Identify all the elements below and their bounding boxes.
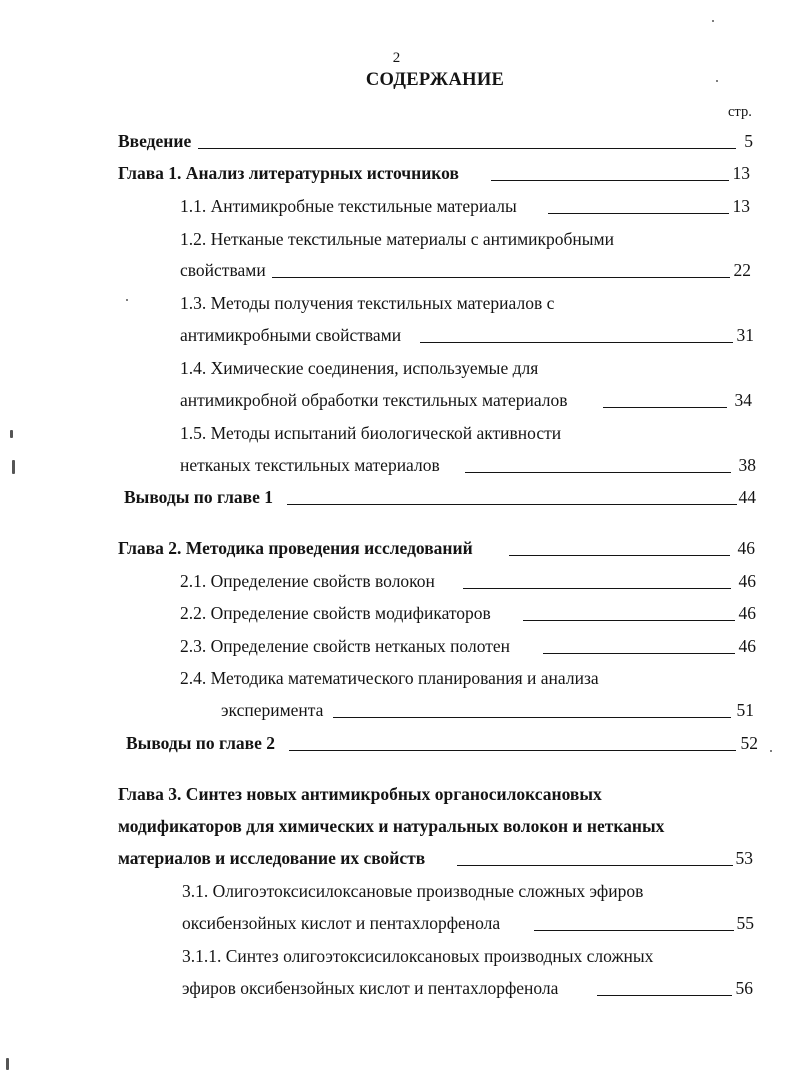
- toc-entry-1-4-cont: антимикробной обработки текстильных материалов: [180, 390, 568, 410]
- page-title: СОДЕРЖАНИЕ: [365, 70, 505, 90]
- dot-leader: [548, 213, 729, 214]
- dot-leader: [463, 588, 731, 589]
- toc-entry-1-2-cont: свойствами: [180, 260, 266, 280]
- toc-entry-chapter-3-cont-1: модификаторов для химических и натуральных волокон и нетканых: [118, 816, 665, 836]
- toc-entry-1-3-cont: антимикробными свойствами: [180, 325, 402, 345]
- dot-leader: [272, 277, 730, 278]
- toc-page-number: 44: [738, 487, 756, 507]
- toc-entry-2-4-cont: эксперимента: [221, 700, 324, 720]
- scan-speck: [770, 750, 772, 752]
- toc-entry-1-5: 1.5. Методы испытаний биологической активности: [180, 423, 562, 443]
- toc-entry-2-4: 2.4. Методика математического планирования и анализа: [180, 668, 599, 688]
- toc-page-number: 53: [735, 848, 753, 868]
- toc-entry-1-1: 1.1. Антимикробные текстильные материалы: [180, 196, 517, 216]
- toc-page-number: 38: [738, 455, 756, 475]
- toc-page-number: 46: [738, 636, 756, 656]
- toc-page-number: 46: [738, 571, 756, 591]
- toc-page-number: 5: [744, 131, 753, 151]
- toc-page-number: 46: [738, 603, 756, 623]
- toc-page-number: 13: [732, 196, 750, 216]
- dot-leader: [597, 995, 732, 996]
- dot-leader: [287, 504, 737, 505]
- toc-entry-1-4: 1.4. Химические соединения, используемые для: [180, 358, 539, 378]
- toc-entry-chapter-2: Глава 2. Методика проведения исследований: [118, 538, 473, 558]
- page-number: 2: [392, 50, 401, 66]
- toc-entry-conclusions-2: Выводы по главе 2: [126, 733, 275, 753]
- toc-page-number: 31: [736, 325, 754, 345]
- toc-entry-introduction: Введение: [118, 131, 192, 151]
- toc-page-number: 46: [737, 538, 755, 558]
- scan-speck: [712, 20, 714, 22]
- toc-page-number: 56: [735, 978, 753, 998]
- toc-entry-3-1-1: 3.1.1. Синтез олигоэтоксисилоксановых производных сложных: [182, 946, 654, 966]
- dot-leader: [523, 620, 735, 621]
- toc-entry-3-1: 3.1. Олигоэтоксисилоксановые производные сложных эфиров: [182, 881, 644, 901]
- dot-leader: [603, 407, 727, 408]
- toc-entry-chapter-3: Глава 3. Синтез новых антимикробных органосилоксановых: [118, 784, 602, 804]
- toc-page-number: 22: [733, 260, 751, 280]
- scan-speck: [716, 80, 718, 82]
- toc-page-number: 51: [736, 700, 754, 720]
- scan-speck: [12, 460, 15, 474]
- dot-leader: [543, 653, 735, 654]
- toc-entry-2-1: 2.1. Определение свойств волокон: [180, 571, 435, 591]
- toc-entry-3-1-cont: оксибензойных кислот и пентахлорфенола: [182, 913, 501, 933]
- toc-entry-1-3: 1.3. Методы получения текстильных материалов с: [180, 293, 555, 313]
- scan-speck: [10, 430, 13, 438]
- dot-leader: [289, 750, 736, 751]
- toc-entry-2-3: 2.3. Определение свойств нетканых полотен: [180, 636, 510, 656]
- toc-entry-conclusions-1: Выводы по главе 1: [124, 487, 273, 507]
- toc-page-number: 13: [732, 163, 750, 183]
- dot-leader: [465, 472, 731, 473]
- toc-page-number: 55: [736, 913, 754, 933]
- dot-leader: [333, 717, 731, 718]
- dot-leader: [509, 555, 730, 556]
- dot-leader: [534, 930, 734, 931]
- toc-page-number: 34: [734, 390, 752, 410]
- dot-leader: [457, 865, 733, 866]
- scan-speck: [6, 1058, 9, 1070]
- toc-entry-3-1-1-cont: эфиров оксибензойных кислот и пентахлорфенола: [182, 978, 559, 998]
- toc-entry-1-2: 1.2. Нетканые текстильные материалы с антимикробными: [180, 229, 614, 249]
- toc-entry-1-5-cont: нетканых текстильных материалов: [180, 455, 440, 475]
- dot-leader: [198, 148, 736, 149]
- page-column-label: стр.: [728, 104, 752, 120]
- dot-leader: [491, 180, 729, 181]
- dot-leader: [420, 342, 733, 343]
- scan-speck: [126, 299, 128, 301]
- toc-entry-chapter-3-cont-2: материалов и исследование их свойств: [118, 848, 426, 868]
- toc-entry-chapter-1: Глава 1. Анализ литературных источников: [118, 163, 459, 183]
- toc-entry-2-2: 2.2. Определение свойств модификаторов: [180, 603, 491, 623]
- toc-page-number: 52: [740, 733, 758, 753]
